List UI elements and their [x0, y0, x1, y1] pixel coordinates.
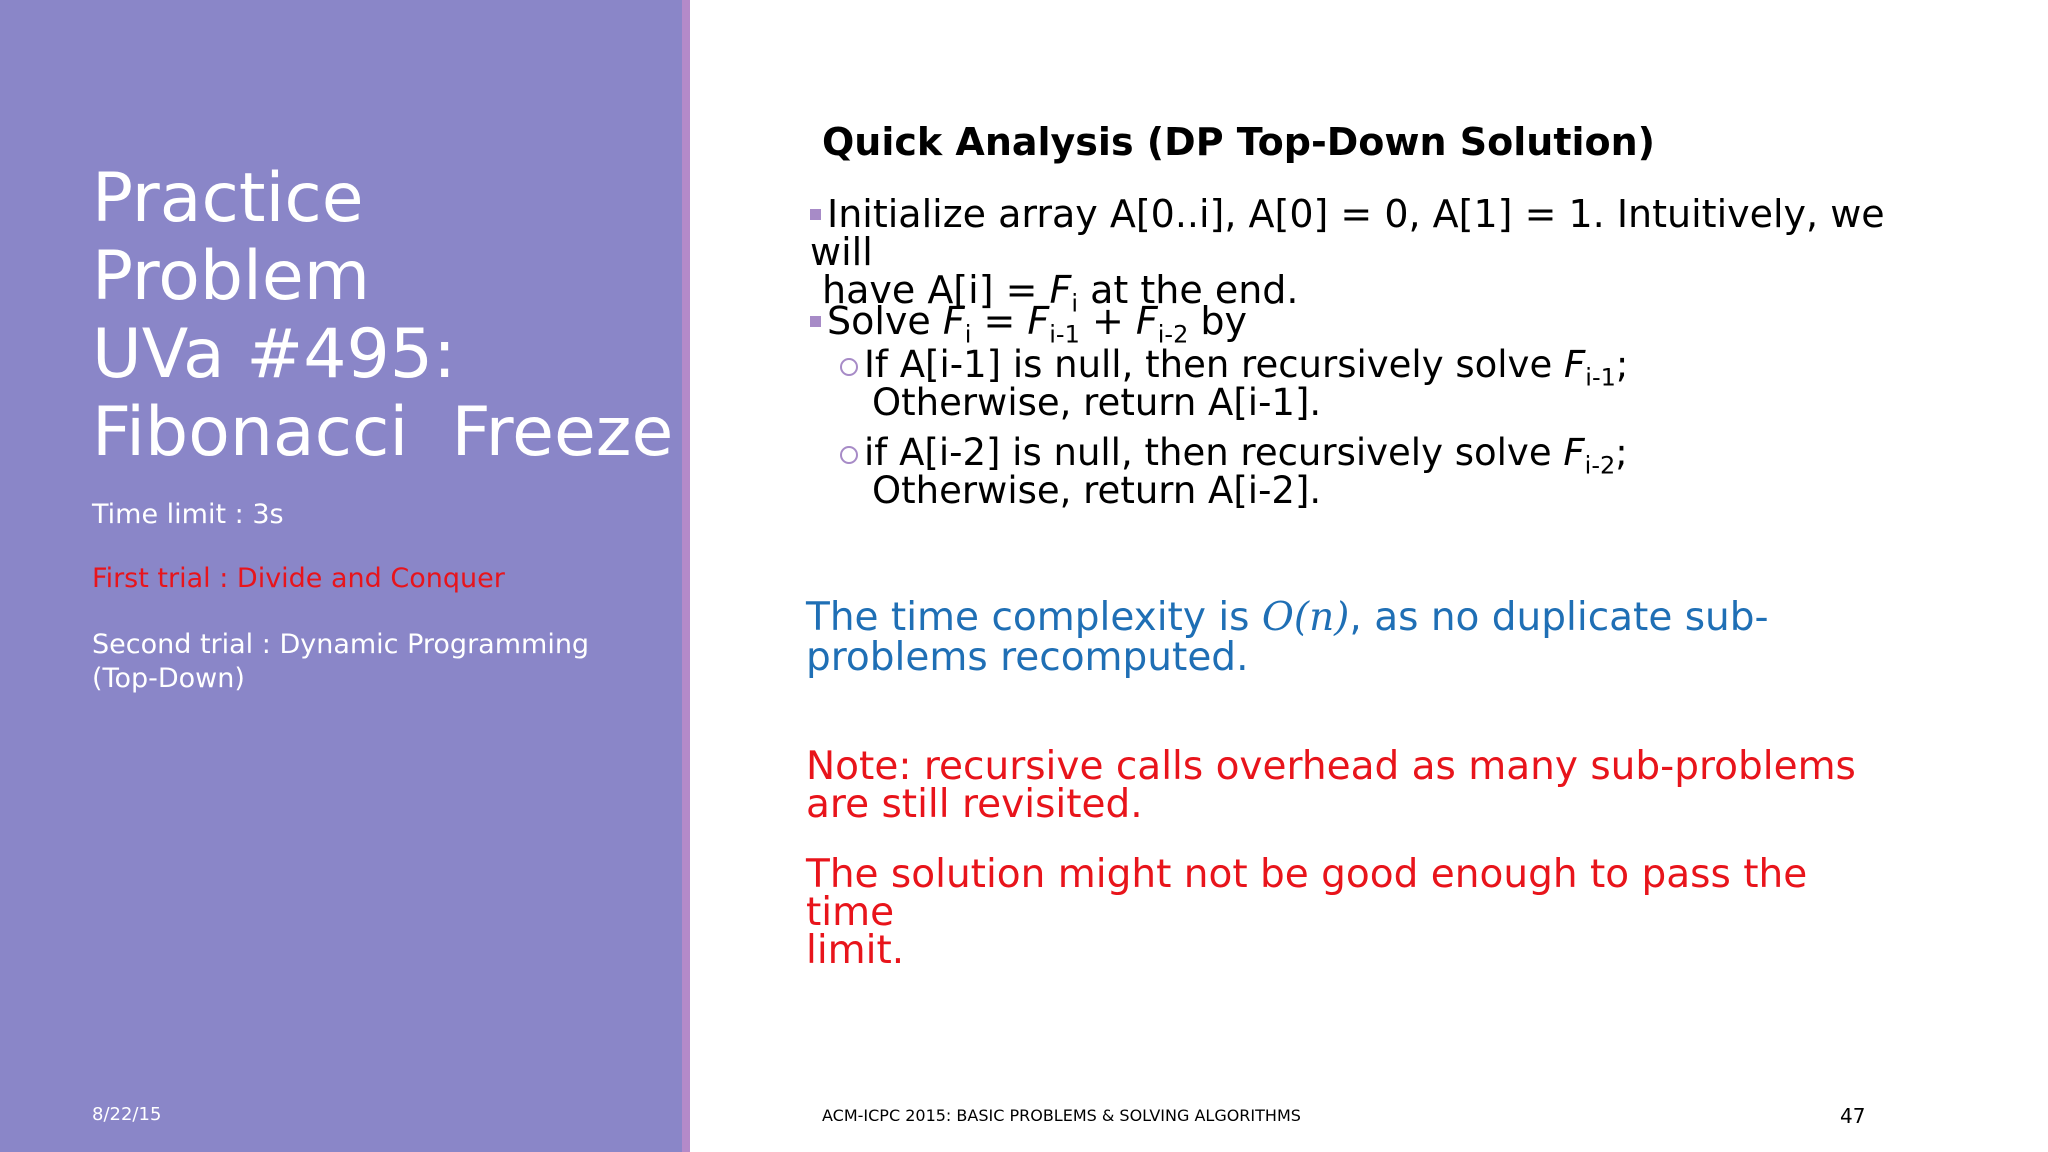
sub-bullet-text: If A[i-1] is null, then recursively solve: [864, 343, 1564, 386]
math-symbol: F: [1563, 343, 1586, 386]
bullet-text: by: [1188, 299, 1248, 343]
square-bullet-icon: [810, 316, 821, 327]
math-symbol: F: [1027, 299, 1050, 343]
second-trial-text: Second trial : Dynamic Programming (Top-Down): [92, 629, 590, 694]
math-expression: O(n): [1261, 595, 1350, 640]
math-subscript: i: [964, 320, 972, 349]
sub-bullet-i-2: [840, 431, 1840, 512]
warning-statement: [806, 852, 1906, 973]
math-subscript: i: [1071, 289, 1079, 318]
math-symbol: F: [1563, 431, 1585, 474]
footer-course-title: ACM-ICPC 2015: BASIC PROBLEMS & SOLVING ALGORITHMS: [822, 1106, 1301, 1125]
note-text: Note: recursive calls overhead as many sub-problems: [806, 744, 1856, 789]
title-line: Problem: [92, 237, 371, 316]
bullet-text: at the end.: [1078, 268, 1299, 312]
sub-bullet-text: ;: [1615, 431, 1628, 474]
bullet-text: =: [971, 299, 1028, 343]
sub-bullet-i-1: [840, 343, 1840, 424]
title-line: UVa #495:: [92, 315, 456, 394]
sub-bullet-continuation: Otherwise, return A[i-1].: [872, 381, 1322, 424]
time-limit-text: Time limit : 3s: [92, 499, 284, 530]
square-bullet-icon: [810, 209, 821, 220]
math-subscript: i-2: [1157, 320, 1189, 349]
note-statement: [806, 744, 1906, 827]
circle-bullet-icon: [840, 358, 858, 376]
bullet-text: +: [1079, 299, 1136, 343]
circle-bullet-icon: [840, 446, 858, 464]
title-line: Fibonacci Freeze: [92, 393, 674, 472]
note-text: are still revisited.: [806, 782, 1143, 827]
math-symbol: F: [1049, 268, 1072, 312]
first-trial-text: First trial : Divide and Conquer: [92, 563, 505, 594]
math-subscript: i-1: [1585, 363, 1616, 392]
math-subscript: i-2: [1584, 451, 1616, 480]
bullet-text: Initialize array A[0..i], A[0] = 0, A[1] = 1. Intuitively, we will: [810, 192, 1885, 274]
accent-strip: [682, 0, 690, 1152]
complexity-statement: [806, 595, 1806, 680]
bullet-text: have A[i] =: [822, 268, 1050, 312]
page-number: 47: [1840, 1104, 1866, 1128]
warning-text: limit.: [806, 928, 905, 973]
complexity-text: problems recomputed.: [806, 635, 1249, 680]
sub-bullet-continuation: Otherwise, return A[i-2].: [872, 469, 1322, 512]
complexity-text: , as no duplicate sub-: [1349, 595, 1769, 640]
math-symbol: F: [942, 299, 965, 343]
slide-title: [92, 159, 674, 472]
warning-text: The solution might not be good enough to pass the time: [806, 852, 1808, 935]
sub-bullet-text: if A[i-2] is null, then recursively solve: [864, 431, 1564, 474]
math-symbol: F: [1135, 299, 1158, 343]
math-subscript: i-1: [1049, 320, 1080, 349]
bullet-solve: [810, 299, 1910, 349]
bullet-initialize: [810, 192, 1910, 318]
sub-bullet-text: ;: [1615, 343, 1629, 386]
section-heading: Quick Analysis (DP Top-Down Solution): [822, 120, 1656, 164]
bullet-text: Solve: [827, 299, 943, 343]
title-line: Practice: [92, 159, 364, 238]
footer-date: 8/22/15: [92, 1104, 162, 1125]
complexity-text: The time complexity is: [806, 595, 1262, 640]
